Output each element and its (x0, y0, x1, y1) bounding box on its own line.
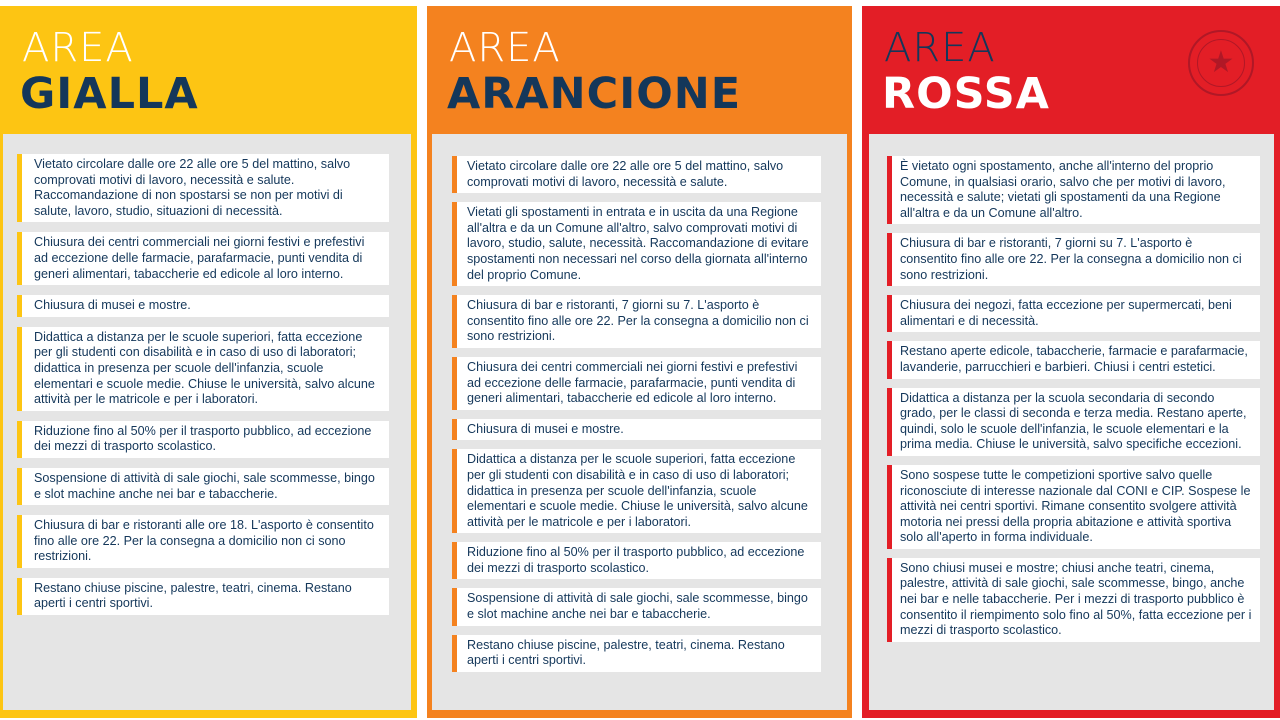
area-gialla-panel (3, 134, 411, 710)
list-item: Didattica a distanza per le scuole superiori, fatta eccezione per gli studenti con disabilità e in caso di uso di laboratori; didattica in presenza per scuole dell'infanzia, scuole elementari e scuole medie. Chiuse le università, salvo alcune attività per le matricole e per i laboratori. (452, 449, 821, 533)
area-arancione-title: ARANCIONE (447, 69, 742, 119)
area-rossa-header (862, 6, 1280, 134)
list-item: Riduzione fino al 50% per il trasporto pubblico, ad eccezione dei mezzi di trasporto scolastico. (452, 542, 821, 579)
list-item: Sono sospese tutte le competizioni sportive salvo quelle riconosciute di interesse nazionale dal CONI e CIP. Sospese le attività nei centri sportivi. Rimane consentito svolgere attività motoria nei pressi della propria abitazione e attività sportiva solo all'aperto in forma individuale. (887, 465, 1260, 549)
area-rossa-panel (869, 134, 1274, 710)
area-gialla-header (0, 6, 417, 134)
list-item: Chiusura dei negozi, fatta eccezione per supermercati, beni alimentari e di necessità. (887, 295, 1260, 332)
area-rossa-list (887, 156, 1260, 642)
list-item: Didattica a distanza per le scuole superiori, fatta eccezione per gli studenti con disabilità e in caso di uso di laboratori; didattica in presenza per scuole dell'infanzia, scuole elementari e scuole medie. Chiuse le università, salvo alcune attività per le matricole e per i laboratori. (17, 327, 389, 411)
area-gialla-label: AREA (22, 25, 134, 71)
list-item: Chiusura di bar e ristoranti alle ore 18. L'asporto è consentito fino alle ore 22. Per la consegna a domicilio non ci sono restrizioni. (17, 515, 389, 568)
area-gialla-column (0, 6, 417, 718)
area-arancione-list (452, 156, 821, 672)
list-item: Sospensione di attività di sale giochi, sale scommesse, bingo e slot machine anche nei bar e tabaccherie. (17, 468, 389, 505)
area-gialla-list (17, 154, 389, 615)
list-item: Chiusura dei centri commerciali nei giorni festivi e prefestivi ad eccezione delle farmacie, parafarmacie, punti vendita di generi alimentari, tabaccherie ed edicole al loro interno. (17, 232, 389, 285)
list-item: Sospensione di attività di sale giochi, sale scommesse, bingo e slot machine anche nei bar e tabaccherie. (452, 588, 821, 625)
area-arancione-header (427, 6, 852, 134)
area-gialla-title: GIALLA (20, 69, 199, 119)
list-item: Didattica a distanza per la scuola secondaria di secondo grado, per le classi di seconda e terza media. Restano aperte, quindi, solo le scuole dell'infanzia, le scuole elementari e la prima media. Chiuse le università, salvo specifiche eccezioni. (887, 388, 1260, 456)
list-item: Restano aperte edicole, tabaccherie, farmacie e parafarmacie, lavanderie, parrucchieri e barbieri. Chiusi i centri estetici. (887, 341, 1260, 378)
list-item: Riduzione fino al 50% per il trasporto pubblico, ad eccezione dei mezzi di trasporto scolastico. (17, 421, 389, 458)
list-item: Chiusura di musei e mostre. (17, 295, 389, 317)
list-item: Vietato circolare dalle ore 22 alle ore 5 del mattino, salvo comprovati motivi di lavoro, necessità e salute. Raccomandazione di non spostarsi se non per motivi di salute, lavoro, studio, situazioni di necessità. (17, 154, 389, 222)
area-rossa-title: ROSSA (882, 69, 1050, 119)
list-item: Chiusura di musei e mostre. (452, 419, 821, 441)
list-item: Chiusura dei centri commerciali nei giorni festivi e prefestivi ad eccezione delle farmacie, parafarmacie, punti vendita di generi alimentari, tabaccherie ed edicole al loro interno. (452, 357, 821, 410)
list-item: Chiusura di bar e ristoranti, 7 giorni su 7. L'asporto è consentito fino alle ore 22. Per la consegna a domicilio non ci sono restrizioni. (452, 295, 821, 348)
list-item: Restano chiuse piscine, palestre, teatri, cinema. Restano aperti i centri sportivi. (17, 578, 389, 615)
area-arancione-label: AREA (449, 25, 561, 71)
list-item: Restano chiuse piscine, palestre, teatri, cinema. Restano aperti i centri sportivi. (452, 635, 821, 672)
list-item: Sono chiusi musei e mostre; chiusi anche teatri, cinema, palestre, attività di sale giochi, sale scommesse, bingo, anche nei bar e nelle tabaccherie. Per i mezzi di trasporto pubblico è consentito il riempimento solo fino al 50%, fatta eccezione per i mezzi di trasporto scolastico. (887, 558, 1260, 642)
repubblica-emblem-icon (1188, 30, 1254, 96)
area-rossa-label: AREA (884, 25, 996, 71)
area-arancione-column (427, 6, 852, 718)
area-arancione-panel (432, 134, 847, 710)
list-item: Chiusura di bar e ristoranti, 7 giorni su 7. L'asporto è consentito fino alle ore 22. Per la consegna a domicilio non ci sono restrizioni. (887, 233, 1260, 286)
area-rossa-column (862, 6, 1280, 718)
list-item: Vietato circolare dalle ore 22 alle ore 5 del mattino, salvo comprovati motivi di lavoro, necessità e salute. (452, 156, 821, 193)
list-item: Vietati gli spostamenti in entrata e in uscita da una Regione all'altra e da un Comune all'altro, salvo comprovati motivi di lavoro, studio, salute, necessità. Raccomandazione di evitare spostamenti non necessari nel corso della giornata all'interno del proprio Comune. (452, 202, 821, 286)
list-item: È vietato ogni spostamento, anche all'interno del proprio Comune, in qualsiasi orario, salvo che per motivi di lavoro, necessità e salute; vietati gli spostamenti da una Regione all'altra e da un Comune all'altro. (887, 156, 1260, 224)
